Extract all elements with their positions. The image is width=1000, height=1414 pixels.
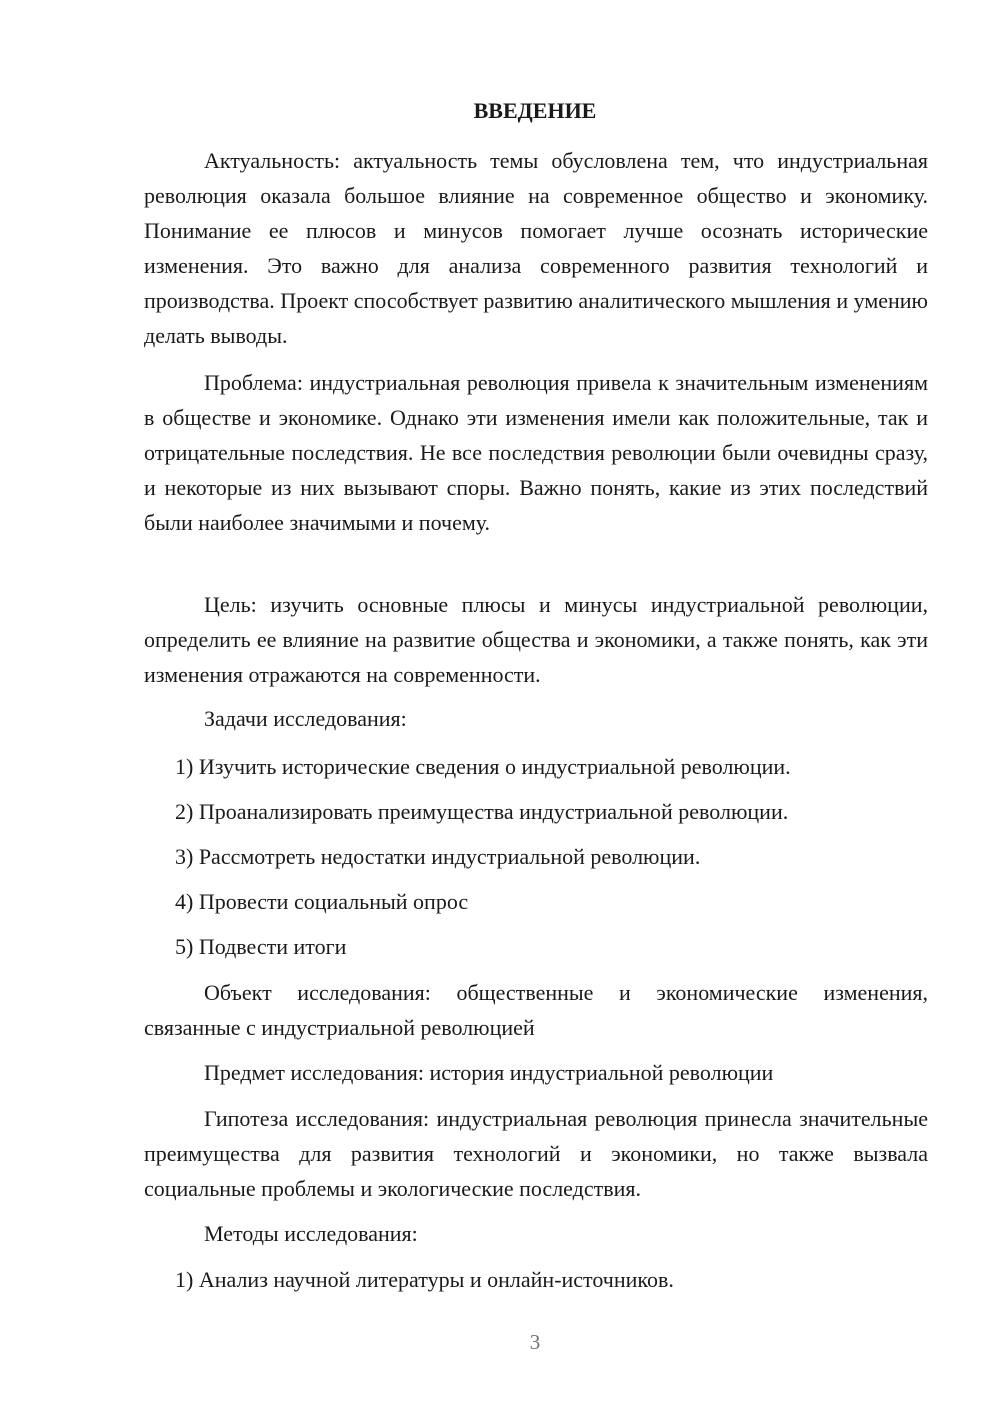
- task-item: 5) Подвести итоги: [175, 934, 347, 959]
- task-item: 3) Рассмотреть недостатки индустриальной революции.: [175, 844, 701, 869]
- goal-paragraph: Цель: изучить основные плюсы и минусы индустриальной революции, определить ее влияние на развитие общества и экономики, а также понять, как эти изменения отражаются на современности.: [144, 592, 928, 687]
- task-item: 4) Провести социальный опрос: [175, 889, 469, 914]
- tasks-heading: Задачи исследования:: [204, 706, 407, 731]
- page-number: 3: [529, 1330, 541, 1354]
- subject-paragraph: Предмет исследования: история индустриальной революции: [204, 1060, 774, 1085]
- hypothesis-paragraph: Гипотеза исследования: индустриальная революция принесла значительные преимущества для развития технологий и экономики, но также вызвала социальные проблемы и экологические последствия.: [144, 1106, 928, 1201]
- page-title: ВВЕДЕНИЕ: [473, 98, 597, 123]
- actuality-paragraph: Актуальность: актуальность темы обусловлена тем, что индустриальная революция оказала большое влияние на современное общество и экономику. Понимание ее плюсов и минусов помогает лучше осознать исторические изменения. Это важно для анализа современного развития технологий и производства. Проект способствует развитию аналитического мышления и умению делать выводы.: [144, 148, 928, 348]
- task-item: 2) Проанализировать преимущества индустриальной революции.: [175, 799, 789, 824]
- object-paragraph: Объект исследования: общественные и экономические изменения, связанные с индустриальной революцией: [144, 980, 928, 1040]
- problem-paragraph: Проблема: индустриальная революция привела к значительным изменениям в обществе и экономике. Однако эти изменения имели как положительные, так и отрицательные последствия. Не все последствия революции были очевидны сразу, и некоторые из них вызывают споры. Важно понять, какие из этих последствий были наиболее значимыми и почему.: [144, 370, 928, 535]
- methods-heading: Методы исследования:: [204, 1221, 418, 1246]
- task-item: 1) Изучить исторические сведения о индустриальной революции.: [175, 754, 791, 779]
- method-item: 1) Анализ научной литературы и онлайн-источников.: [175, 1267, 674, 1292]
